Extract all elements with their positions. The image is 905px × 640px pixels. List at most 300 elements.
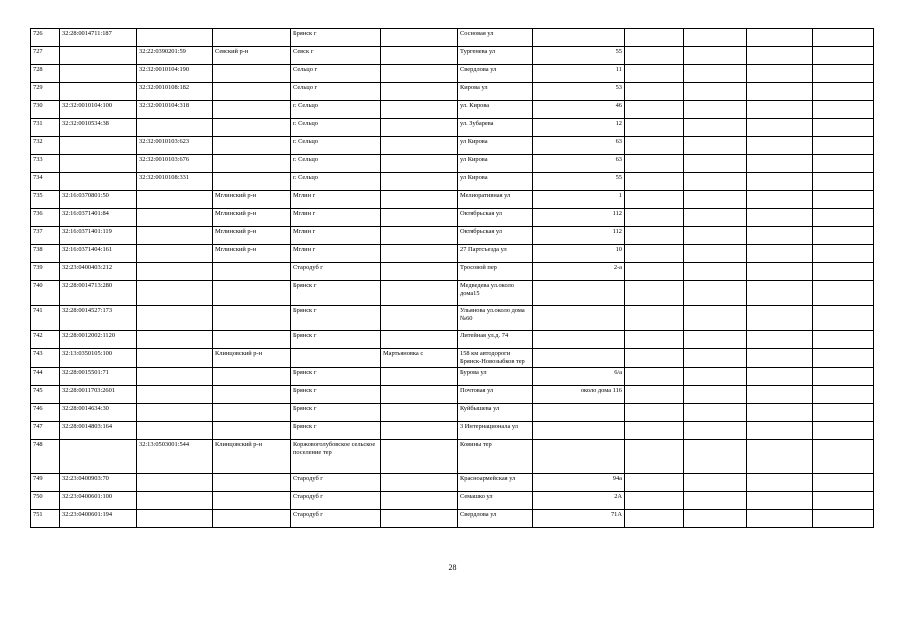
house-cell: 94а xyxy=(533,474,625,492)
empty-cell xyxy=(747,173,813,191)
cadastral-number-2: 32:13:0503001:544 xyxy=(137,440,213,474)
cadastral-number: 32:23:0400601:194 xyxy=(60,510,137,528)
street-cell: Семашко ул xyxy=(458,492,533,510)
cadastral-number xyxy=(60,440,137,474)
empty-cell xyxy=(813,29,874,47)
house-cell xyxy=(533,349,625,368)
empty-cell xyxy=(747,404,813,422)
house-cell xyxy=(533,29,625,47)
cadastral-number: 32:32:0010534:38 xyxy=(60,119,137,137)
row-number: 742 xyxy=(31,331,60,349)
empty-cell xyxy=(625,263,684,281)
city-cell: Брянск г xyxy=(291,368,381,386)
village-cell xyxy=(381,173,458,191)
house-cell xyxy=(533,422,625,440)
table-row xyxy=(31,440,874,474)
village-cell xyxy=(381,83,458,101)
table-row xyxy=(31,65,874,83)
empty-cell xyxy=(684,474,747,492)
street-cell: Кирова ул xyxy=(458,83,533,101)
table-row xyxy=(31,422,874,440)
empty-cell xyxy=(813,155,874,173)
empty-cell xyxy=(684,173,747,191)
empty-cell xyxy=(625,474,684,492)
empty-cell xyxy=(684,440,747,474)
village-cell xyxy=(381,440,458,474)
village-cell: Мартьяновка с xyxy=(381,349,458,368)
cadastral-number-2: 32:32:0010108:331 xyxy=(137,173,213,191)
district-cell: Клинцовский р-н xyxy=(213,349,291,368)
empty-cell xyxy=(747,263,813,281)
row-number: 750 xyxy=(31,492,60,510)
cadastral-number: 32:23:0400601:100 xyxy=(60,492,137,510)
street-cell: ул Кирова xyxy=(458,155,533,173)
district-cell: Севский р-н xyxy=(213,47,291,65)
city-cell: Мглин г xyxy=(291,227,381,245)
empty-cell xyxy=(684,306,747,331)
street-cell: Литейная ул.д. 74 xyxy=(458,331,533,349)
city-cell: Севск г xyxy=(291,47,381,65)
empty-cell xyxy=(813,306,874,331)
empty-cell xyxy=(747,440,813,474)
village-cell xyxy=(381,474,458,492)
district-cell xyxy=(213,29,291,47)
empty-cell xyxy=(813,331,874,349)
empty-cell xyxy=(747,281,813,306)
row-number: 748 xyxy=(31,440,60,474)
district-cell xyxy=(213,155,291,173)
row-number: 738 xyxy=(31,245,60,263)
cadastral-number: 32:16:0370801:50 xyxy=(60,191,137,209)
city-cell: Брянск г xyxy=(291,29,381,47)
house-cell: 12 xyxy=(533,119,625,137)
street-cell: ул Кирова xyxy=(458,173,533,191)
house-cell: около дома 116 xyxy=(533,386,625,404)
cadastral-number-2 xyxy=(137,404,213,422)
empty-cell xyxy=(813,65,874,83)
cadastral-number-2 xyxy=(137,422,213,440)
city-cell: Брянск г xyxy=(291,422,381,440)
empty-cell xyxy=(747,137,813,155)
village-cell xyxy=(381,227,458,245)
empty-cell xyxy=(813,422,874,440)
row-number: 747 xyxy=(31,422,60,440)
house-cell: 112 xyxy=(533,209,625,227)
table-row xyxy=(31,331,874,349)
empty-cell xyxy=(813,349,874,368)
registry-table xyxy=(30,28,874,528)
table-row xyxy=(31,281,874,306)
street-cell: Сосновая ул xyxy=(458,29,533,47)
table-row xyxy=(31,47,874,65)
empty-cell xyxy=(747,492,813,510)
district-cell xyxy=(213,137,291,155)
empty-cell xyxy=(684,209,747,227)
table-row xyxy=(31,368,874,386)
district-cell xyxy=(213,173,291,191)
house-cell: 1 xyxy=(533,191,625,209)
city-cell: г. Сельцо xyxy=(291,155,381,173)
district-cell xyxy=(213,65,291,83)
table-row xyxy=(31,349,874,368)
house-cell: 10 xyxy=(533,245,625,263)
empty-cell xyxy=(813,209,874,227)
empty-cell xyxy=(747,306,813,331)
street-cell: Тургенева ул xyxy=(458,47,533,65)
district-cell xyxy=(213,404,291,422)
empty-cell xyxy=(813,474,874,492)
village-cell xyxy=(381,29,458,47)
house-cell: 46 xyxy=(533,101,625,119)
empty-cell xyxy=(625,83,684,101)
district-cell: Мглинский р-н xyxy=(213,191,291,209)
street-cell: Мелиоративная ул xyxy=(458,191,533,209)
cadastral-number: 32:28:0014711:187 xyxy=(60,29,137,47)
city-cell xyxy=(291,349,381,368)
street-cell: Куйбышева ул xyxy=(458,404,533,422)
empty-cell xyxy=(625,29,684,47)
empty-cell xyxy=(625,281,684,306)
house-cell xyxy=(533,440,625,474)
table-row xyxy=(31,474,874,492)
district-cell xyxy=(213,263,291,281)
street-cell: ул. Кирова xyxy=(458,101,533,119)
city-cell: Мглин г xyxy=(291,209,381,227)
row-number: 734 xyxy=(31,173,60,191)
house-cell: 55 xyxy=(533,173,625,191)
table-body xyxy=(31,29,874,528)
village-cell xyxy=(381,119,458,137)
row-number: 741 xyxy=(31,306,60,331)
village-cell xyxy=(381,404,458,422)
empty-cell xyxy=(625,191,684,209)
house-cell xyxy=(533,281,625,306)
cadastral-number-2 xyxy=(137,281,213,306)
cadastral-number xyxy=(60,155,137,173)
street-cell: 27 Партсъезда ул xyxy=(458,245,533,263)
village-cell xyxy=(381,209,458,227)
district-cell xyxy=(213,281,291,306)
street-cell: Свердлова ул xyxy=(458,65,533,83)
row-number: 749 xyxy=(31,474,60,492)
empty-cell xyxy=(625,65,684,83)
row-number: 745 xyxy=(31,386,60,404)
empty-cell xyxy=(625,492,684,510)
empty-cell xyxy=(625,209,684,227)
empty-cell xyxy=(813,137,874,155)
empty-cell xyxy=(747,422,813,440)
district-cell xyxy=(213,101,291,119)
cadastral-number-2 xyxy=(137,331,213,349)
cadastral-number: 32:28:0015501:71 xyxy=(60,368,137,386)
empty-cell xyxy=(684,510,747,528)
village-cell xyxy=(381,510,458,528)
empty-cell xyxy=(625,306,684,331)
district-cell xyxy=(213,492,291,510)
table-row xyxy=(31,119,874,137)
city-cell: Брянск г xyxy=(291,331,381,349)
city-cell: Стародуб г xyxy=(291,474,381,492)
village-cell xyxy=(381,281,458,306)
city-cell: Сельцо г xyxy=(291,65,381,83)
city-cell: г. Сельцо xyxy=(291,119,381,137)
empty-cell xyxy=(684,137,747,155)
empty-cell xyxy=(625,368,684,386)
district-cell xyxy=(213,331,291,349)
district-cell: Мглинский р-н xyxy=(213,227,291,245)
cadastral-number: 32:28:0014713:280 xyxy=(60,281,137,306)
cadastral-number-2 xyxy=(137,119,213,137)
cadastral-number-2 xyxy=(137,492,213,510)
empty-cell xyxy=(625,155,684,173)
village-cell xyxy=(381,155,458,173)
empty-cell xyxy=(625,386,684,404)
empty-cell xyxy=(813,191,874,209)
cadastral-number: 32:23:0400903:70 xyxy=(60,474,137,492)
empty-cell xyxy=(625,47,684,65)
house-cell: 63 xyxy=(533,137,625,155)
empty-cell xyxy=(625,227,684,245)
empty-cell xyxy=(813,492,874,510)
city-cell: Мглин г xyxy=(291,191,381,209)
street-cell: Тросовой пер xyxy=(458,263,533,281)
city-cell: Коржовоголубовское сельское поселение тер xyxy=(291,440,381,474)
house-cell: 53 xyxy=(533,83,625,101)
row-number: 727 xyxy=(31,47,60,65)
city-cell: Брянск г xyxy=(291,281,381,306)
empty-cell xyxy=(747,83,813,101)
street-cell: Красноармейская ул xyxy=(458,474,533,492)
empty-cell xyxy=(813,368,874,386)
cadastral-number-2 xyxy=(137,510,213,528)
table-row xyxy=(31,227,874,245)
empty-cell xyxy=(813,510,874,528)
row-number: 728 xyxy=(31,65,60,83)
row-number: 731 xyxy=(31,119,60,137)
empty-cell xyxy=(684,83,747,101)
cadastral-number: 32:28:0012002:1120 xyxy=(60,331,137,349)
empty-cell xyxy=(684,245,747,263)
empty-cell xyxy=(747,510,813,528)
empty-cell xyxy=(747,191,813,209)
table-row xyxy=(31,191,874,209)
street-cell: 158 км автодороги Брянск-Новозыбков тер xyxy=(458,349,533,368)
house-cell xyxy=(533,404,625,422)
table-row xyxy=(31,386,874,404)
row-number: 751 xyxy=(31,510,60,528)
village-cell xyxy=(381,137,458,155)
street-cell: 3 Интернационала ул xyxy=(458,422,533,440)
empty-cell xyxy=(625,173,684,191)
empty-cell xyxy=(684,404,747,422)
empty-cell xyxy=(684,119,747,137)
house-cell: 63 xyxy=(533,155,625,173)
city-cell: Стародуб г xyxy=(291,510,381,528)
empty-cell xyxy=(625,404,684,422)
empty-cell xyxy=(813,47,874,65)
empty-cell xyxy=(684,492,747,510)
house-cell xyxy=(533,331,625,349)
row-number: 737 xyxy=(31,227,60,245)
empty-cell xyxy=(625,137,684,155)
empty-cell xyxy=(747,101,813,119)
row-number: 726 xyxy=(31,29,60,47)
cadastral-number-2 xyxy=(137,368,213,386)
district-cell: Мглинский р-н xyxy=(213,209,291,227)
cadastral-number: 32:32:0010104:100 xyxy=(60,101,137,119)
cadastral-number-2 xyxy=(137,349,213,368)
empty-cell xyxy=(747,29,813,47)
village-cell xyxy=(381,191,458,209)
village-cell xyxy=(381,47,458,65)
cadastral-number-2: 32:32:0010103:623 xyxy=(137,137,213,155)
row-number: 735 xyxy=(31,191,60,209)
empty-cell xyxy=(813,440,874,474)
table-row xyxy=(31,209,874,227)
house-cell: 2А xyxy=(533,492,625,510)
cadastral-number-2: 32:32:0010103:676 xyxy=(137,155,213,173)
street-cell: Бурова ул xyxy=(458,368,533,386)
street-cell: ул Кирова xyxy=(458,137,533,155)
empty-cell xyxy=(684,191,747,209)
row-number: 739 xyxy=(31,263,60,281)
empty-cell xyxy=(813,404,874,422)
village-cell xyxy=(381,263,458,281)
street-cell: Почтовая ул xyxy=(458,386,533,404)
table-row xyxy=(31,492,874,510)
city-cell: Брянск г xyxy=(291,306,381,331)
table-row xyxy=(31,173,874,191)
empty-cell xyxy=(747,65,813,83)
district-cell xyxy=(213,422,291,440)
village-cell xyxy=(381,492,458,510)
street-cell: Октябрьская ул xyxy=(458,227,533,245)
house-cell: 112 xyxy=(533,227,625,245)
empty-cell xyxy=(625,440,684,474)
village-cell xyxy=(381,101,458,119)
cadastral-number xyxy=(60,47,137,65)
house-cell: 55 xyxy=(533,47,625,65)
street-cell: Ульянова ул.около дома №60 xyxy=(458,306,533,331)
empty-cell xyxy=(625,349,684,368)
empty-cell xyxy=(684,349,747,368)
empty-cell xyxy=(813,83,874,101)
row-number: 732 xyxy=(31,137,60,155)
empty-cell xyxy=(747,386,813,404)
table-row xyxy=(31,29,874,47)
table-row xyxy=(31,83,874,101)
empty-cell xyxy=(625,119,684,137)
cadastral-number-2 xyxy=(137,263,213,281)
village-cell xyxy=(381,422,458,440)
cadastral-number: 32:28:0014527:173 xyxy=(60,306,137,331)
empty-cell xyxy=(684,227,747,245)
cadastral-number: 32:23:0400403:212 xyxy=(60,263,137,281)
empty-cell xyxy=(747,474,813,492)
city-cell: Брянск г xyxy=(291,404,381,422)
house-cell xyxy=(533,306,625,331)
village-cell xyxy=(381,245,458,263)
cadastral-number: 32:16:0371401:119 xyxy=(60,227,137,245)
row-number: 736 xyxy=(31,209,60,227)
district-cell: Клинцовский р-н xyxy=(213,440,291,474)
row-number: 746 xyxy=(31,404,60,422)
table-row xyxy=(31,510,874,528)
cadastral-number xyxy=(60,173,137,191)
row-number: 730 xyxy=(31,101,60,119)
street-cell: Октябрьская ул xyxy=(458,209,533,227)
cadastral-number-2 xyxy=(137,306,213,331)
cadastral-number xyxy=(60,83,137,101)
cadastral-number-2 xyxy=(137,209,213,227)
empty-cell xyxy=(747,227,813,245)
city-cell: г. Сельцо xyxy=(291,173,381,191)
empty-cell xyxy=(684,155,747,173)
cadastral-number: 32:16:0371404:161 xyxy=(60,245,137,263)
row-number: 729 xyxy=(31,83,60,101)
empty-cell xyxy=(813,263,874,281)
empty-cell xyxy=(747,368,813,386)
village-cell xyxy=(381,65,458,83)
empty-cell xyxy=(684,101,747,119)
empty-cell xyxy=(747,209,813,227)
empty-cell xyxy=(625,101,684,119)
cadastral-number-2 xyxy=(137,227,213,245)
empty-cell xyxy=(813,119,874,137)
cadastral-number-2: 32:32:0010104:318 xyxy=(137,101,213,119)
empty-cell xyxy=(684,47,747,65)
empty-cell xyxy=(684,263,747,281)
empty-cell xyxy=(813,281,874,306)
empty-cell xyxy=(813,101,874,119)
empty-cell xyxy=(747,331,813,349)
empty-cell xyxy=(684,386,747,404)
table-row xyxy=(31,263,874,281)
village-cell xyxy=(381,306,458,331)
empty-cell xyxy=(747,119,813,137)
district-cell xyxy=(213,119,291,137)
district-cell xyxy=(213,474,291,492)
cadastral-number-2 xyxy=(137,474,213,492)
street-cell: Медведева ул.около дома15 xyxy=(458,281,533,306)
empty-cell xyxy=(684,281,747,306)
row-number: 744 xyxy=(31,368,60,386)
district-cell xyxy=(213,510,291,528)
city-cell: Сельцо г xyxy=(291,83,381,101)
city-cell: Стародуб г xyxy=(291,263,381,281)
district-cell xyxy=(213,306,291,331)
empty-cell xyxy=(625,245,684,263)
district-cell xyxy=(213,368,291,386)
city-cell: Брянск г xyxy=(291,386,381,404)
cadastral-number-2 xyxy=(137,29,213,47)
empty-cell xyxy=(813,386,874,404)
city-cell: Мглин г xyxy=(291,245,381,263)
street-cell: Ковины тер xyxy=(458,440,533,474)
empty-cell xyxy=(625,510,684,528)
cadastral-number xyxy=(60,137,137,155)
table-row xyxy=(31,101,874,119)
empty-cell xyxy=(684,29,747,47)
street-cell: Свердлова ул xyxy=(458,510,533,528)
city-cell: г. Сельцо xyxy=(291,101,381,119)
cadastral-number xyxy=(60,65,137,83)
table-row xyxy=(31,245,874,263)
empty-cell xyxy=(684,368,747,386)
table-row xyxy=(31,137,874,155)
empty-cell xyxy=(625,422,684,440)
city-cell: г. Сельцо xyxy=(291,137,381,155)
